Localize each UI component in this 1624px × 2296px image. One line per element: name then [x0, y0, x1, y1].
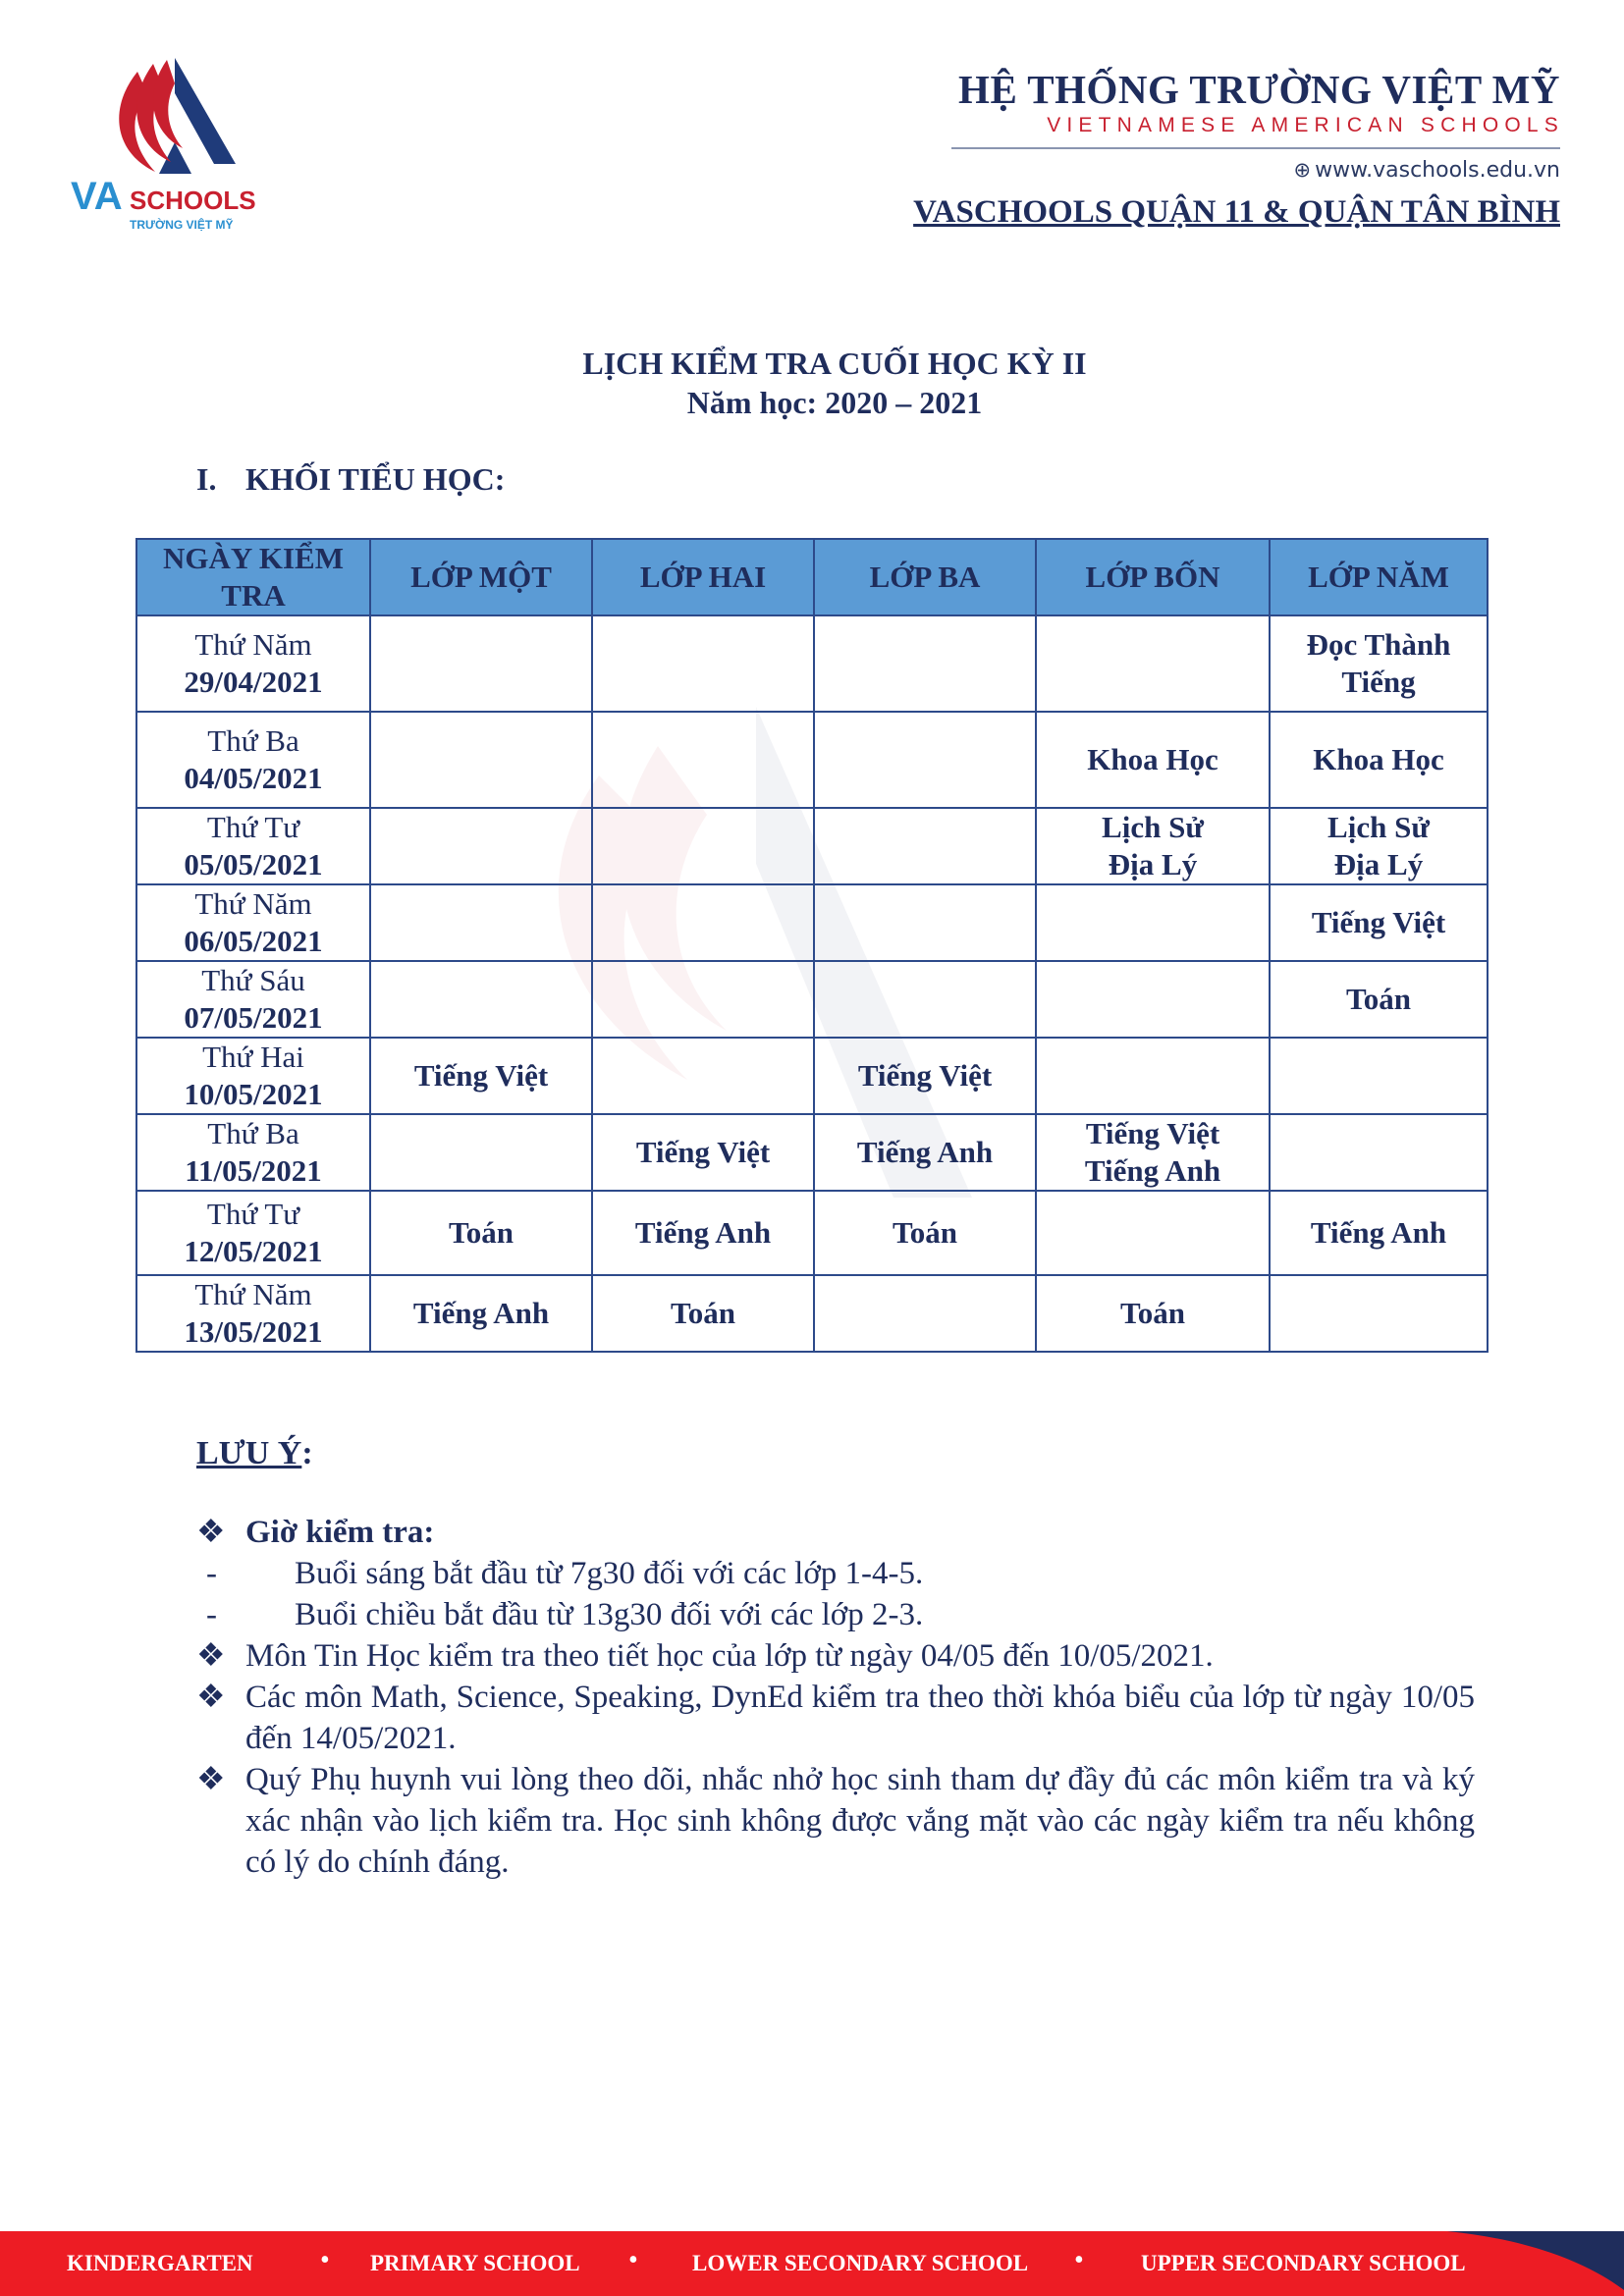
note-afternoon — [196, 1594, 1475, 1635]
morning-text: Buổi sáng bắt đầu từ 7g30 đối với các lớp 1-4-5. — [295, 1556, 924, 1591]
cell-grade-3: Tiếng Anh — [814, 1114, 1036, 1191]
cell-grade-4: Toán — [1036, 1275, 1270, 1352]
logo-text: VA — [71, 175, 123, 218]
cell-grade-5: Tiếng Việt — [1270, 884, 1488, 961]
footer-separator: • — [628, 2245, 638, 2275]
weekday: Thứ Hai — [202, 1040, 304, 1074]
school-name: HỆ THỐNG TRƯỜNG VIỆT MỸ — [958, 67, 1560, 112]
cell-grade-4: Tiếng Việt Tiếng Anh — [1036, 1114, 1270, 1191]
date: 12/05/2021 — [184, 1234, 323, 1268]
cell-grade-2: Tiếng Việt — [592, 1114, 814, 1191]
table-row — [136, 1038, 1488, 1114]
website-url: www.vaschools.edu.vn — [1315, 158, 1560, 183]
cell-grade-3 — [814, 808, 1036, 884]
notes-section — [196, 1433, 1475, 1883]
weekday: Thứ Năm — [194, 1277, 312, 1311]
note-informatics — [196, 1635, 1475, 1677]
footer-primary-school: PRIMARY SCHOOL — [370, 2251, 580, 2275]
parents-text: Quý Phụ huynh vui lòng theo dõi, nhắc nhở học sinh tham dự đầy đủ các môn kiểm tra và ký xác nhận vào lịch kiểm tra. Học sinh không được vắng mặt vào các ngày kiểm tra nếu không có lý do chính đáng. — [245, 1762, 1475, 1880]
cell-grade-5: Lịch Sử Địa Lý — [1270, 808, 1488, 884]
table-row — [136, 1114, 1488, 1191]
table-header-row — [136, 539, 1488, 615]
footer-separator: • — [1074, 2245, 1084, 2275]
cell-grade-1 — [370, 1114, 592, 1191]
school-header — [951, 67, 1564, 186]
header-grade-3: LỚP BA — [814, 539, 1036, 615]
cell-grade-5: Toán — [1270, 961, 1488, 1038]
cell-grade-3: Tiếng Việt — [814, 1038, 1036, 1114]
cell-grade-2: Tiếng Anh — [592, 1191, 814, 1275]
table-row — [136, 1191, 1488, 1275]
cell-grade-1: Toán — [370, 1191, 592, 1275]
cell-grade-5: Tiếng Anh — [1270, 1191, 1488, 1275]
date: 29/04/2021 — [184, 665, 323, 699]
note-english-subjects — [196, 1677, 1475, 1759]
cell-grade-4: Khoa Học — [1036, 712, 1270, 808]
date: 11/05/2021 — [185, 1153, 322, 1188]
footer-kindergarten: KINDERGARTEN — [67, 2251, 253, 2275]
cell-grade-2 — [592, 808, 814, 884]
notes-heading-text: LƯU Ý — [196, 1435, 302, 1471]
cell-grade-4: Lịch Sử Địa Lý — [1036, 808, 1270, 884]
diamond-bullet-icon: ❖ — [196, 1515, 226, 1550]
website[interactable] — [951, 155, 1560, 186]
date-cell — [136, 808, 370, 884]
table-row — [136, 884, 1488, 961]
date: 13/05/2021 — [184, 1314, 323, 1349]
document-title-block — [0, 344, 1624, 422]
school-year: Năm học: 2020 – 2021 — [686, 385, 983, 420]
date-cell — [136, 712, 370, 808]
date-cell — [136, 1191, 370, 1275]
diamond-bullet-icon: ❖ — [196, 1680, 226, 1715]
weekday: Thứ Năm — [194, 886, 312, 921]
notes-heading-colon: : — [301, 1435, 313, 1471]
date-cell — [136, 1038, 370, 1114]
cell-grade-4 — [1036, 1191, 1270, 1275]
footer-bar — [0, 2231, 1624, 2296]
cell-grade-3 — [814, 712, 1036, 808]
cell-grade-2 — [592, 712, 814, 808]
cell-grade-3 — [814, 884, 1036, 961]
date: 05/05/2021 — [184, 847, 323, 881]
cell-grade-2 — [592, 615, 814, 712]
cell-grade-1 — [370, 615, 592, 712]
section-heading — [196, 461, 505, 498]
weekday: Thứ Tư — [206, 810, 300, 844]
cell-grade-5 — [1270, 1038, 1488, 1114]
date-cell — [136, 961, 370, 1038]
header-grade-2: LỚP HAI — [592, 539, 814, 615]
diamond-bullet-icon: ❖ — [196, 1762, 226, 1797]
table-row — [136, 1275, 1488, 1352]
weekday: Thứ Tư — [206, 1197, 300, 1231]
cell-grade-4 — [1036, 615, 1270, 712]
footer-upper-secondary: UPPER SECONDARY SCHOOL — [1141, 2251, 1466, 2275]
table-row — [136, 808, 1488, 884]
exam-schedule-table — [135, 538, 1489, 1353]
cell-grade-4 — [1036, 961, 1270, 1038]
cell-grade-4 — [1036, 1038, 1270, 1114]
cell-grade-1: Tiếng Việt — [370, 1038, 592, 1114]
date: 04/05/2021 — [184, 761, 323, 795]
dash-icon: - — [206, 1556, 217, 1591]
cell-grade-1 — [370, 884, 592, 961]
diamond-bullet-icon: ❖ — [196, 1638, 226, 1674]
cell-grade-3: Toán — [814, 1191, 1036, 1275]
note-parents — [196, 1759, 1475, 1883]
cell-grade-5 — [1270, 1275, 1488, 1352]
footer-lower-secondary: LOWER SECONDARY SCHOOL — [692, 2251, 1029, 2275]
note-exam-time — [196, 1512, 1475, 1553]
english-subjects-text: Các môn Math, Science, Speaking, DynEd kiểm tra theo thời khóa biểu của lớp từ ngày 10/05 đến 14/05/2021. — [245, 1680, 1475, 1756]
date-cell — [136, 615, 370, 712]
header-grade-5: LỚP NĂM — [1270, 539, 1488, 615]
header-grade-1: LỚP MỘT — [370, 539, 592, 615]
vaschools-logo — [69, 54, 285, 231]
section-number: I. — [196, 461, 217, 497]
date-cell — [136, 884, 370, 961]
header-exam-date: NGÀY KIỂM TRA — [136, 539, 370, 615]
cell-grade-5: Đọc Thành Tiếng — [1270, 615, 1488, 712]
cell-grade-1: Tiếng Anh — [370, 1275, 592, 1352]
weekday: Thứ Năm — [194, 627, 312, 662]
note-morning — [196, 1553, 1475, 1594]
logo-sub-text: TRƯỜNG VIỆT MỸ — [130, 218, 234, 231]
logo-schools-text: SCHOOLS — [130, 186, 256, 215]
cell-grade-1 — [370, 961, 592, 1038]
cell-grade-3 — [814, 961, 1036, 1038]
table-row — [136, 712, 1488, 808]
branch-name: VASCHOOLS QUẬN 11 & QUẬN TÂN BÌNH — [913, 194, 1560, 230]
weekday: Thứ Ba — [207, 723, 299, 758]
cell-grade-2 — [592, 1038, 814, 1114]
notes-heading — [196, 1433, 1475, 1474]
weekday: Thứ Sáu — [201, 963, 305, 997]
date: 10/05/2021 — [184, 1077, 323, 1111]
date-cell — [136, 1275, 370, 1352]
date: 07/05/2021 — [184, 1000, 323, 1035]
date-cell — [136, 1114, 370, 1191]
cell-grade-2 — [592, 961, 814, 1038]
school-name-english: VIETNAMESE AMERICAN SCHOOLS — [1047, 114, 1564, 136]
cell-grade-3 — [814, 615, 1036, 712]
footer-separator: • — [320, 2245, 330, 2275]
informatics-text: Môn Tin Học kiểm tra theo tiết học của lớp từ ngày 04/05 đến 10/05/2021. — [245, 1638, 1214, 1674]
dash-icon: - — [206, 1597, 217, 1632]
table-row — [136, 961, 1488, 1038]
afternoon-text: Buổi chiều bắt đầu từ 13g30 đối với các lớp 2-3. — [295, 1597, 924, 1632]
cell-grade-3 — [814, 1275, 1036, 1352]
cell-grade-1 — [370, 712, 592, 808]
cell-grade-1 — [370, 808, 592, 884]
cell-grade-5: Khoa Học — [1270, 712, 1488, 808]
cell-grade-5 — [1270, 1114, 1488, 1191]
table-row — [136, 615, 1488, 712]
header-divider — [951, 147, 1560, 149]
exam-time-label: Giờ kiểm tra: — [245, 1515, 435, 1550]
cell-grade-2 — [592, 884, 814, 961]
globe-icon: ⊕ — [1293, 158, 1312, 182]
cell-grade-2: Toán — [592, 1275, 814, 1352]
date: 06/05/2021 — [184, 924, 323, 958]
document-title: LỊCH KIỂM TRA CUỐI HỌC KỲ II — [582, 346, 1087, 381]
weekday: Thứ Ba — [207, 1116, 299, 1150]
header-grade-4: LỚP BỐN — [1036, 539, 1270, 615]
cell-grade-4 — [1036, 884, 1270, 961]
section-title: KHỐI TIỂU HỌC: — [245, 461, 506, 497]
